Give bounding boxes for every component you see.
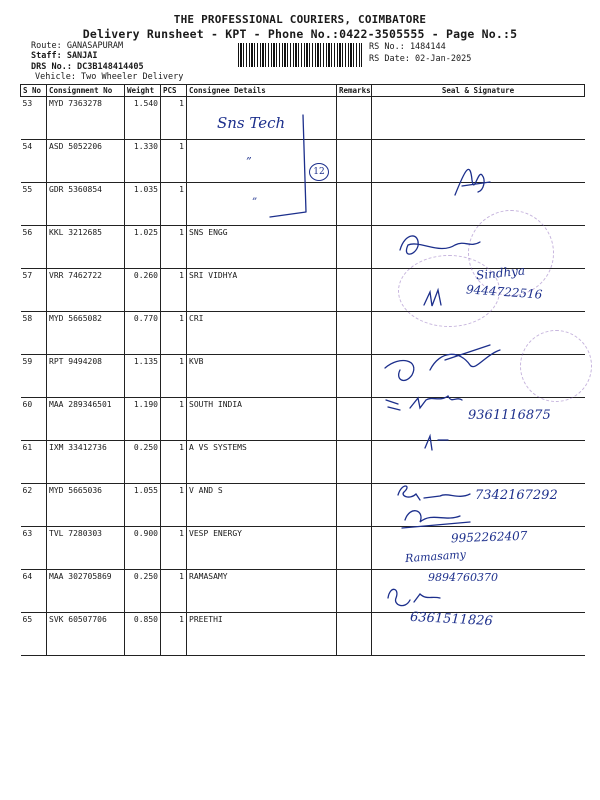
- cell-sno: 54: [21, 140, 47, 183]
- cell-weight: 1.330: [125, 140, 161, 183]
- col-header-consignee: Consignee Details: [187, 85, 337, 97]
- cell-sno: 56: [21, 226, 47, 269]
- handwritten-ditto: ”: [252, 197, 258, 208]
- handwritten-ditto: ”: [246, 155, 252, 168]
- cell-consignee: SNS ENGG: [187, 226, 337, 269]
- handwritten-circled-number: 12: [309, 163, 329, 181]
- cell-consignment: IXM 33412736: [47, 441, 125, 484]
- col-header-pcs: PCS: [161, 85, 187, 97]
- handwritten-phone: 9894760370: [428, 571, 498, 584]
- cell-remarks: [337, 355, 372, 398]
- cell-consignee: PREETHI: [187, 613, 337, 656]
- cell-remarks: [337, 226, 372, 269]
- cell-consignment: MAA 302705869: [47, 570, 125, 613]
- cell-weight: 0.850: [125, 613, 161, 656]
- cell-pcs: 1: [161, 355, 187, 398]
- cell-pcs: 1: [161, 441, 187, 484]
- cell-weight: 1.055: [125, 484, 161, 527]
- cell-seal: [372, 97, 585, 140]
- cell-remarks: [337, 140, 372, 183]
- drs-number: DRS No.: DC3B148414405: [31, 62, 144, 72]
- cell-pcs: 1: [161, 312, 187, 355]
- cell-seal: [372, 441, 585, 484]
- table-row: [21, 312, 585, 355]
- cell-pcs: 1: [161, 226, 187, 269]
- cell-pcs: 1: [161, 613, 187, 656]
- cell-remarks: [337, 527, 372, 570]
- col-header-consignment: Consignment No: [47, 85, 125, 97]
- vehicle-label: Vehicle: Two Wheeler Delivery: [35, 72, 184, 82]
- cell-consignment: MAA 289346501: [47, 398, 125, 441]
- cell-consignee: RAMASAMY: [187, 570, 337, 613]
- cell-weight: 1.025: [125, 226, 161, 269]
- table-row: [21, 570, 585, 613]
- cell-remarks: [337, 398, 372, 441]
- cell-weight: 1.540: [125, 97, 161, 140]
- cell-consignment: SVK 60507706: [47, 613, 125, 656]
- cell-consignee: CRI: [187, 312, 337, 355]
- cell-sno: 53: [21, 97, 47, 140]
- cell-sno: 65: [21, 613, 47, 656]
- table-row: [21, 613, 585, 656]
- rs-date: RS Date: 02-Jan-2025: [369, 54, 472, 64]
- cell-sno: 64: [21, 570, 47, 613]
- cell-consignee: SRI VIDHYA: [187, 269, 337, 312]
- handwritten-phone: 9361116875: [468, 408, 551, 423]
- runsheet-subtitle: Delivery Runsheet - KPT - Phone No.:0422-3505555 - Page No.:5: [82, 27, 518, 41]
- table-header-row: [21, 85, 585, 97]
- cell-sno: 61: [21, 441, 47, 484]
- cell-sno: 58: [21, 312, 47, 355]
- barcode: [238, 43, 362, 67]
- col-header-seal: Seal & Signature: [372, 85, 585, 97]
- col-header-remarks: Remarks: [337, 85, 372, 97]
- cell-consignment: TVL 7280303: [47, 527, 125, 570]
- cell-pcs: 1: [161, 527, 187, 570]
- table-row: [21, 97, 585, 140]
- staff-label: Staff: SANJAI: [31, 51, 98, 61]
- cell-remarks: [337, 484, 372, 527]
- cell-weight: 0.900: [125, 527, 161, 570]
- handwritten-name: Ramasamy: [404, 547, 467, 566]
- handwritten-phone: 9444722516: [465, 282, 543, 302]
- cell-weight: 0.250: [125, 441, 161, 484]
- handwritten-phone: 7342167292: [475, 488, 558, 503]
- runsheet-table: [20, 84, 585, 656]
- col-header-weight: Weight: [125, 85, 161, 97]
- cell-weight: 1.190: [125, 398, 161, 441]
- table-row: [21, 355, 585, 398]
- cell-pcs: 1: [161, 140, 187, 183]
- cell-remarks: [337, 441, 372, 484]
- cell-pcs: 1: [161, 97, 187, 140]
- cell-consignee: A VS SYSTEMS: [187, 441, 337, 484]
- cell-consignment: GDR 5360854: [47, 183, 125, 226]
- cell-pcs: 1: [161, 484, 187, 527]
- cell-seal: [372, 183, 585, 226]
- cell-sno: 59: [21, 355, 47, 398]
- company-title: THE PROFESSIONAL COURIERS, COIMBATORE: [173, 13, 427, 26]
- cell-pcs: 1: [161, 398, 187, 441]
- cell-consignee: V AND S: [187, 484, 337, 527]
- cell-pcs: 1: [161, 183, 187, 226]
- cell-sno: 63: [21, 527, 47, 570]
- cell-weight: 1.135: [125, 355, 161, 398]
- table-row: [21, 441, 585, 484]
- cell-consignment: RPT 9494208: [47, 355, 125, 398]
- cell-remarks: [337, 613, 372, 656]
- cell-remarks: [337, 570, 372, 613]
- route-label: Route: GANASAPURAM: [31, 41, 124, 51]
- cell-consignee: KVB: [187, 355, 337, 398]
- handwritten-consignee: Sns Tech: [217, 114, 286, 132]
- col-header-sno: S No: [21, 85, 47, 97]
- cell-pcs: 1: [161, 269, 187, 312]
- table-row: [21, 140, 585, 183]
- cell-sno: 62: [21, 484, 47, 527]
- cell-remarks: [337, 97, 372, 140]
- cell-consignment: VRR 7462722: [47, 269, 125, 312]
- cell-weight: 0.250: [125, 570, 161, 613]
- cell-consignment: MYD 7363278: [47, 97, 125, 140]
- cell-remarks: [337, 183, 372, 226]
- stamp-seal: [520, 330, 592, 402]
- cell-sno: 57: [21, 269, 47, 312]
- cell-weight: 0.770: [125, 312, 161, 355]
- cell-sno: 60: [21, 398, 47, 441]
- handwritten-name: Sindhya: [475, 263, 526, 283]
- cell-sno: 55: [21, 183, 47, 226]
- cell-remarks: [337, 312, 372, 355]
- cell-consignment: MYD 5665036: [47, 484, 125, 527]
- cell-seal: [372, 140, 585, 183]
- cell-remarks: [337, 269, 372, 312]
- cell-consignee: VESP ENERGY: [187, 527, 337, 570]
- cell-consignee: [187, 183, 337, 226]
- cell-consignee: SOUTH INDIA: [187, 398, 337, 441]
- cell-consignment: MYD 5665082: [47, 312, 125, 355]
- rs-number: RS No.: 1484144: [369, 42, 446, 52]
- cell-weight: 0.260: [125, 269, 161, 312]
- cell-consignment: ASD 5052206: [47, 140, 125, 183]
- handwritten-phone: 6361511826: [409, 609, 494, 630]
- handwritten-phone: 9952262407: [450, 528, 528, 546]
- cell-weight: 1.035: [125, 183, 161, 226]
- cell-consignment: KKL 3212685: [47, 226, 125, 269]
- cell-pcs: 1: [161, 570, 187, 613]
